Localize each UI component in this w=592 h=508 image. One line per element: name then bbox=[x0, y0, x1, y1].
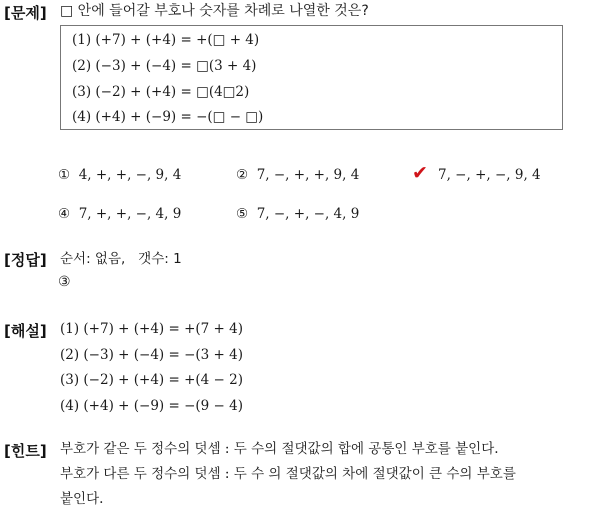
choice-5[interactable] bbox=[236, 205, 359, 223]
choice-2[interactable] bbox=[236, 166, 359, 184]
choice-marker: ④ bbox=[58, 206, 71, 222]
problem-item-4: (4) (+4) + (−9) = −(□ − □) bbox=[72, 109, 264, 125]
check-mark-icon: ✔ bbox=[412, 162, 428, 184]
choice-3[interactable] bbox=[438, 166, 541, 184]
hint-label: [힌트] bbox=[4, 442, 47, 460]
hint-line-2: 부호가 다른 두 정수의 덧셈 : 두 수 의 절댓값의 차에 절댓값이 큰 수의 부호를 bbox=[60, 466, 516, 482]
problem-item-1: (1) (+7) + (+4) = +(□ + 4) bbox=[72, 32, 260, 48]
choice-marker: ① bbox=[58, 167, 71, 183]
problem-label: [문제] bbox=[4, 4, 47, 22]
hint-line-3: 붙인다. bbox=[60, 491, 104, 507]
explanation-line-2: (2) (−3) + (−4) = −(3 + 4) bbox=[60, 347, 243, 363]
choice-4[interactable] bbox=[58, 205, 181, 223]
choice-text: 7, −, +, +, 9, 4 bbox=[256, 167, 360, 183]
choice-1[interactable] bbox=[58, 166, 181, 184]
choice-marker: ② bbox=[236, 167, 249, 183]
choice-text: 7, −, +, −, 9, 4 bbox=[438, 167, 541, 183]
answer-label: [정답] bbox=[4, 251, 47, 269]
question-text: □ 안에 들어갈 부호나 숫자를 차례로 나열한 것은? bbox=[60, 3, 369, 19]
choice-marker: ⑤ bbox=[236, 206, 249, 222]
explanation-label: [해설] bbox=[4, 322, 47, 340]
hint-line-1: 부호가 같은 두 정수의 덧셈 : 두 수의 절댓값의 합에 공통인 부호를 붙인다. bbox=[60, 441, 499, 457]
explanation-line-4: (4) (+4) + (−9) = −(9 − 4) bbox=[60, 398, 243, 414]
choice-text: 4, +, +, −, 9, 4 bbox=[78, 167, 182, 183]
problem-item-3: (3) (−2) + (+4) = □(4□2) bbox=[72, 84, 250, 100]
answer-value: ③ bbox=[58, 274, 71, 290]
explanation-line-3: (3) (−2) + (+4) = +(4 − 2) bbox=[60, 372, 243, 388]
explanation-line-1: (1) (+7) + (+4) = +(7 + 4) bbox=[60, 321, 243, 337]
problem-item-2: (2) (−3) + (−4) = □(3 + 4) bbox=[72, 58, 257, 74]
choice-text: 7, +, +, −, 4, 9 bbox=[78, 206, 182, 222]
choice-text: 7, −, +, −, 4, 9 bbox=[256, 206, 360, 222]
answer-order-line: 순서: 없음, 갯수: 1 bbox=[60, 251, 182, 267]
